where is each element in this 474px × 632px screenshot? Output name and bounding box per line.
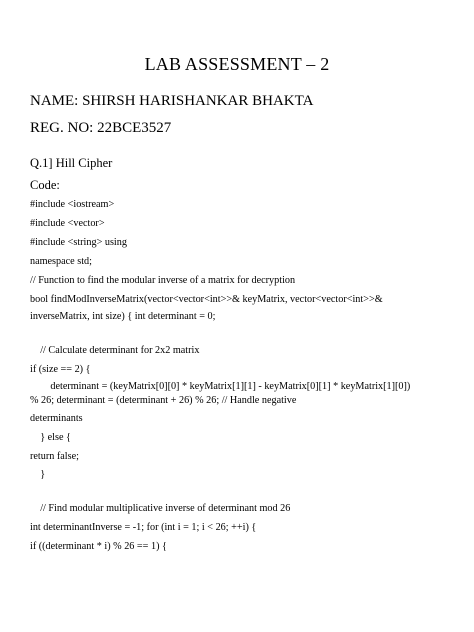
code-line: #include <vector> — [30, 218, 105, 229]
code-comment: // Function to find the modular inverse of a matrix for decryption — [30, 275, 296, 286]
page-title: LAB ASSESSMENT – 2 — [144, 54, 330, 74]
code-line: determinant = (keyMatrix[0][0] * keyMatrix[1][1] - keyMatrix[0][1] * keyMatrix[1][0]) — [30, 381, 411, 392]
code-line: if (size == 2) { — [30, 364, 91, 375]
code-line: return false; — [30, 451, 79, 462]
code-line: determinants — [30, 413, 83, 424]
code-line: bool findModInverseMatrix(vector<vector<int>>& keyMatrix, vector<vector<int>>& — [30, 294, 383, 305]
code-label: Code: — [30, 178, 60, 192]
code-comment: // Find modular multiplicative inverse of determinant mod 26 — [30, 503, 291, 514]
code-line: % 26; determinant = (determinant + 26) % 26; // Handle negative — [30, 395, 297, 406]
student-name: NAME: SHIRSH HARISHANKAR BHAKTA — [30, 93, 314, 109]
question-heading: Q.1] Hill Cipher — [30, 156, 113, 170]
code-line: #include <iostream> — [30, 199, 115, 210]
code-line: int determinantInverse = -1; for (int i = 1; i < 26; ++i) { — [30, 522, 257, 533]
code-line: namespace std; — [30, 256, 92, 267]
code-line: #include <string> using — [30, 237, 127, 248]
code-line: } else { — [30, 432, 71, 443]
registration-number: REG. NO: 22BCE3527 — [30, 120, 172, 136]
code-line: if ((determinant * i) % 26 == 1) { — [30, 541, 167, 552]
code-comment: // Calculate determinant for 2x2 matrix — [30, 345, 200, 356]
code-line: inverseMatrix, int size) { int determinant = 0; — [30, 311, 216, 322]
code-line: } — [30, 469, 46, 480]
